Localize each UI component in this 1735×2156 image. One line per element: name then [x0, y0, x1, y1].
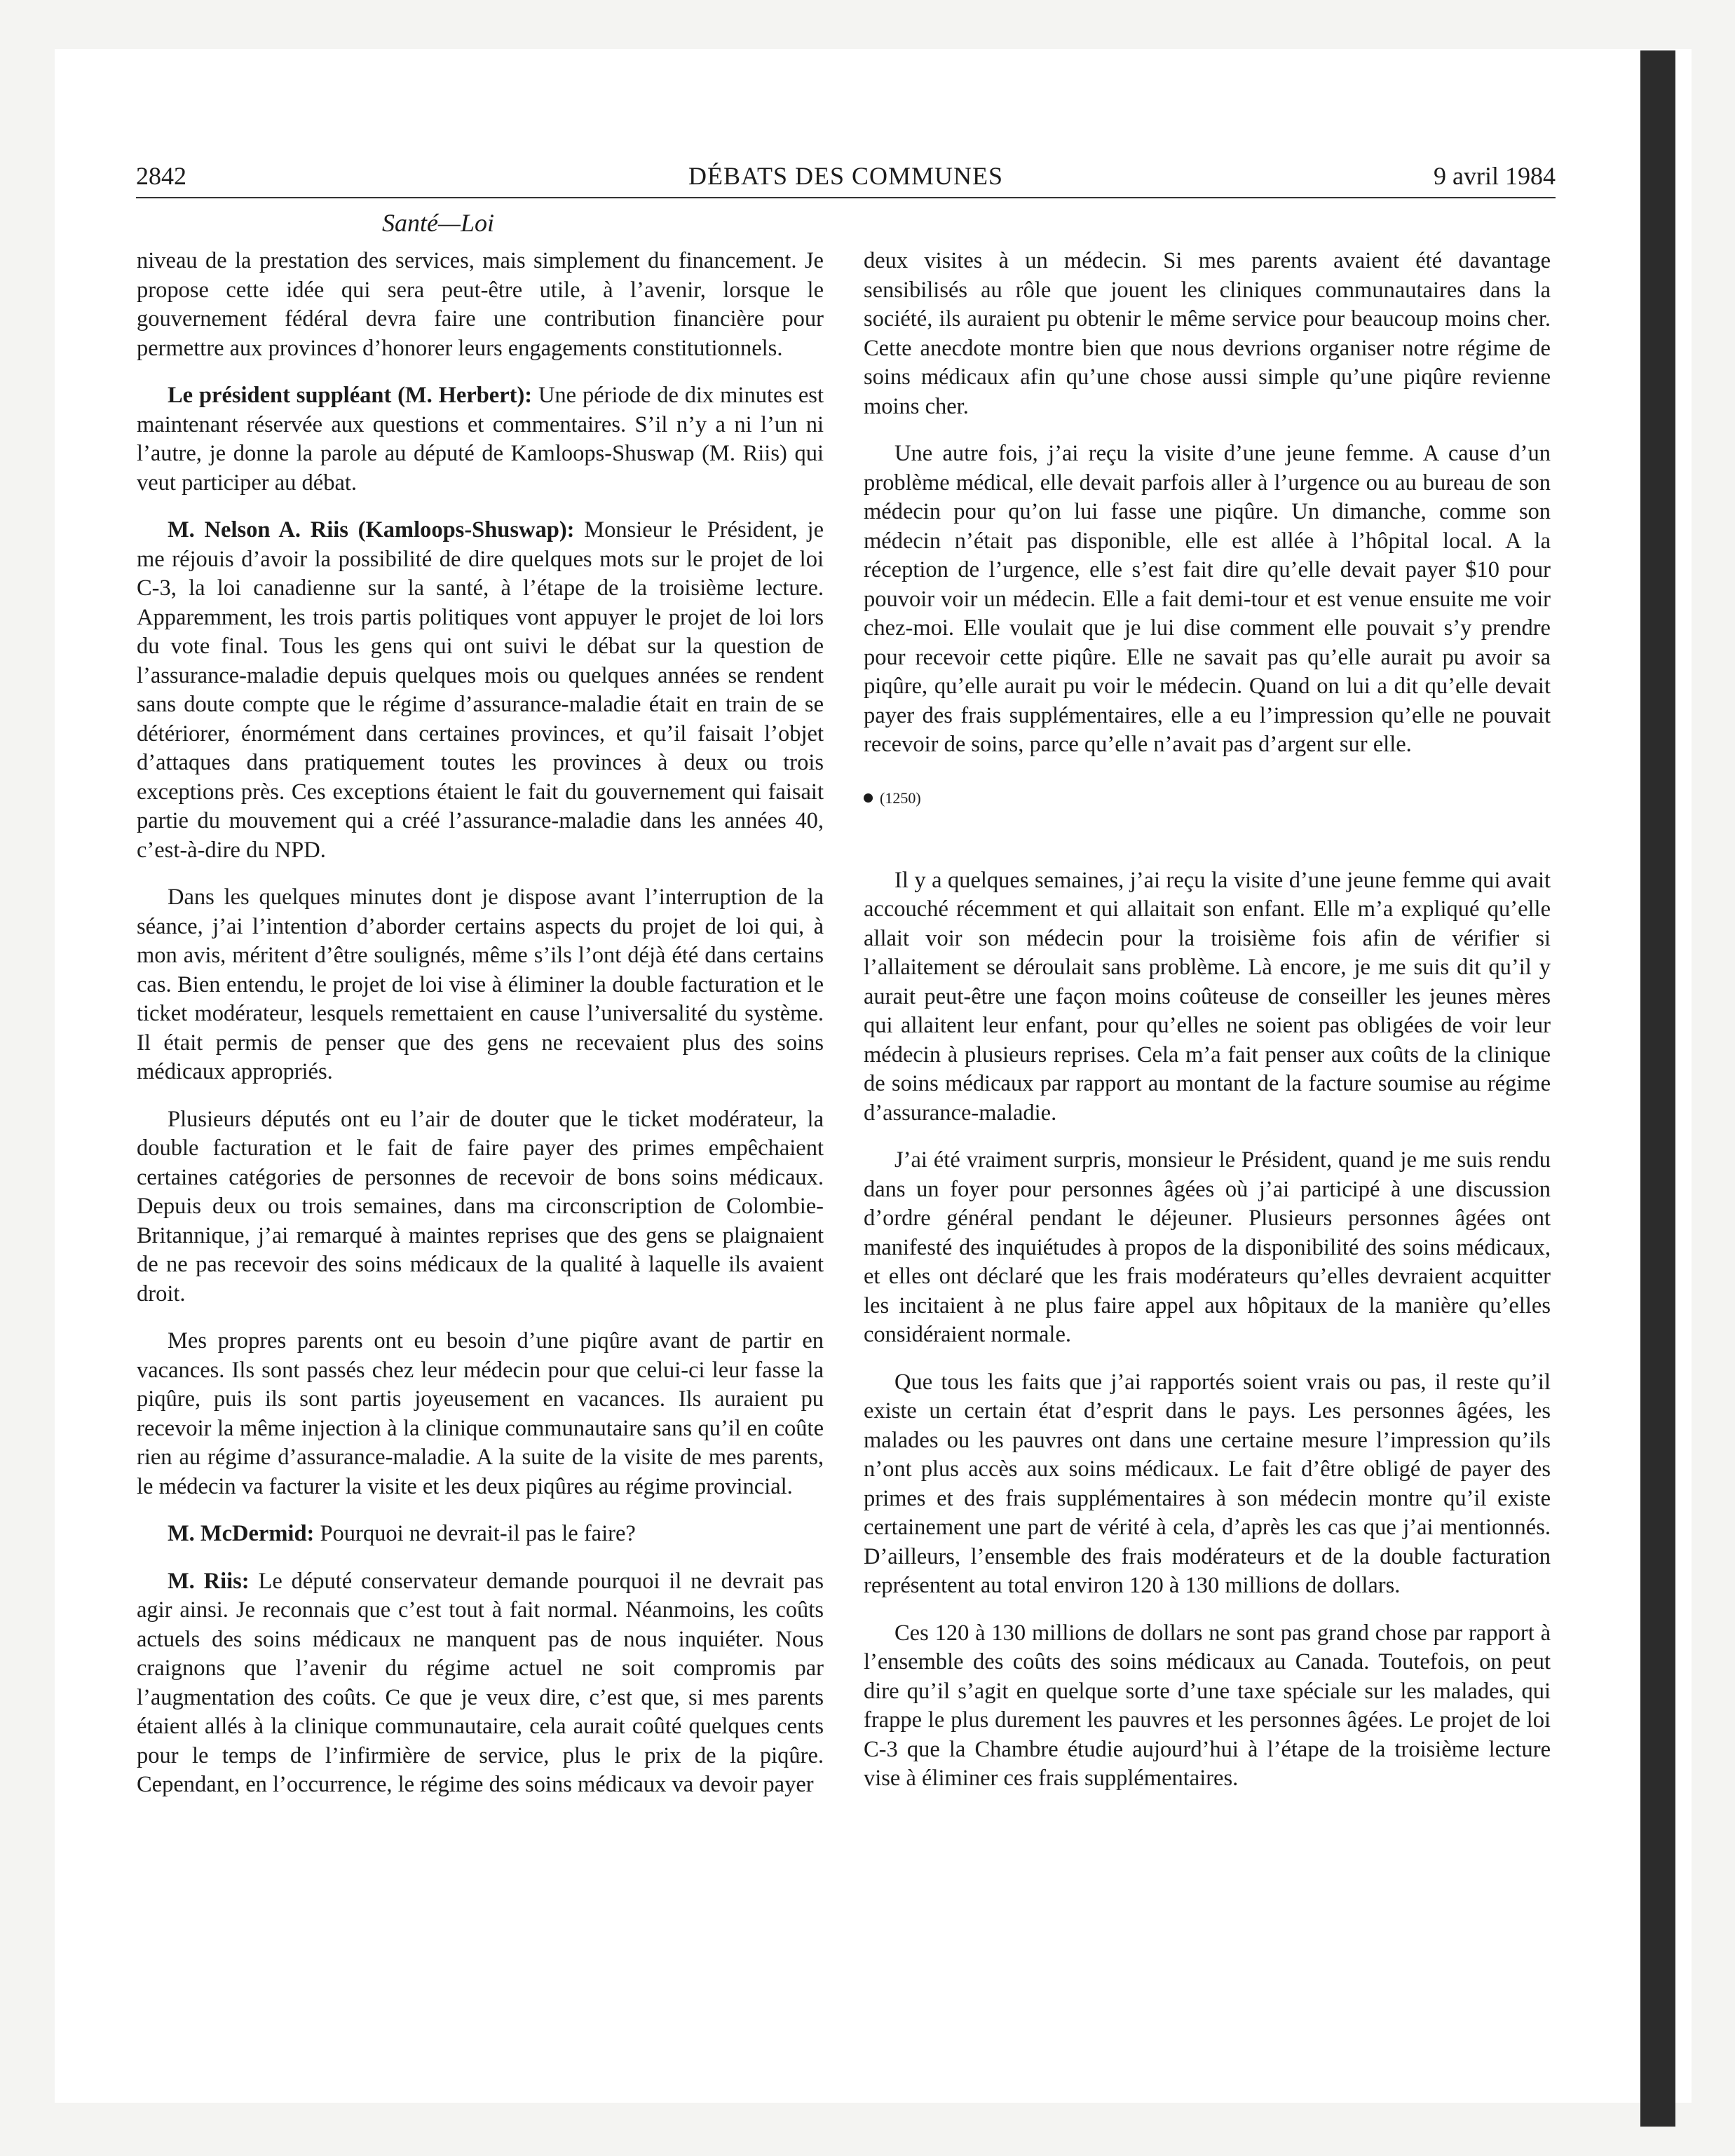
paragraph: niveau de la prestation des services, mais simplement du financement. Je propose cette idée qui sera peut-être utile, à l’avenir, lorsque le gouvernement fédéral devra faire une contribution financière pour permettre aux provinces d’honorer leurs engagements constitutionnels. — [137, 248, 824, 361]
speech-text: Une période de dix minutes est maintenant réservée aux questions et commentaires. S’il n’y a ni l’un ni l’autre, je donne la parole au député de Kamloops-Shuswap (M. Riis) qui veut participer au débat. — [137, 383, 824, 496]
speaker-name: M. McDermid: — [168, 1521, 315, 1546]
paragraph: Dans les quelques minutes dont je dispose avant l’interruption de la séance, j’ai l’intention d’aborder certains aspects du projet de loi qui, à mon avis, méritent d’être soulignés, même s’ils l’ont déjà été dans certains cas. Bien entendu, le projet de loi vise à éliminer la double facturation et le ticket modérateur, lesquels remettaient en cause l’universalité du système. Il était permis de penser que des gens ne recevaient plus des soins médicaux appropriés. — [137, 885, 824, 1084]
paragraph: Mes propres parents ont eu besoin d’une piqûre avant de partir en vacances. Ils sont passés chez leur médecin pour que celui-ci leur fasse la piqûre, puis ils sont partis joyeusement en vacances. Ils auraient pu recevoir la même injection à la clinique communautaire sans qu’il en coûte rien au régime d’assurance-maladie. A la suite de la visite de mes parents, le médecin va facturer la visite et les deux piqûres au régime provincial. — [137, 1328, 824, 1499]
paragraph — [137, 381, 824, 498]
paragraph: Il y a quelques semaines, j’ai reçu la visite d’une jeune femme qui avait accouché récemment et qui allaitait son enfant. Elle m’a expliqué qu’elle allait voir son médecin pour la troisième fois afin de vérifier si l’allaitement se déroulait sans problème. Là encore, je me suis dit qu’il y aurait peut-être une façon moins coûteuse de conseiller les jeunes mères qui allaitent leur enfant, pour qu’elles ne soient pas obligées de voir leur médecin à plusieurs reprises. Cela m’a fait penser aux coûts de la clinique de soins médicaux par rapport au montant de la facture soumise au régime d’assurance-maladie. — [864, 867, 1551, 1126]
speech-text: Monsieur le Président, je me réjouis d’avoir la possibilité de dire quelques mots sur le projet de loi C-3, la loi canadienne sur la santé, à l’étape de la troisième lecture. Apparemment, les trois partis politiques vont appuyer le projet de loi lors du vote final. Tous les gens qui ont suivi le débat sur la question de l’assurance-maladie depuis quelques mois ou quelques années se rendent sans doute compte que le régime d’assurance-maladie était en train de se détériorer, énormément dans certaines provinces, et qu’il faisait l’objet d’attaques dans pratiquement toutes les provinces à deux ou trois exceptions près. Ces exceptions étaient le fait du gouvernement qui faisait partie du mouvement qui a créé l’assurance-maladie dans les années 40, c’est-à-dire du NPD. — [137, 517, 824, 863]
time-marker-text: (1250) — [880, 789, 921, 807]
speaker-name: M. Nelson A. Riis (Kamloops-Shuswap): — [168, 517, 575, 543]
publication-title: DÉBATS DES COMMUNES — [688, 162, 1004, 190]
time-marker — [864, 788, 1551, 809]
paragraph: Ces 120 à 130 millions de dollars ne sont pas grand chose par rapport à l’ensemble des coûts des soins médicaux au Canada. Toutefois, on peut dire qu’il s’agit en quelque sorte d’une taxe spéciale sur les malades, qui frappe le plus durement les pauvres et les personnes âgées. Le projet de loi C-3 que la Chambre étudie aujourd’hui à l’étape de la troisième lecture vise à éliminer ces frais supplémentaires. — [864, 1620, 1551, 1791]
speech-text: Pourquoi ne devrait-il pas le faire? — [314, 1521, 636, 1546]
speaker-name: Le président suppléant (M. Herbert): — [168, 383, 533, 408]
paragraph: Une autre fois, j’ai reçu la visite d’une jeune femme. A cause d’un problème médical, elle devait parfois aller à l’urgence ou au bureau de son médecin pour qu’on lui fasse une piqûre. Un dimanche, comme son médecin n’était pas disponible, elle est allée à l’hôpital local. A la réception de l’urgence, elle s’est fait dire qu’elle devait payer $10 pour pouvoir voir un médecin. Elle a fait demi-tour et est venue ensuite me voir chez-moi. Elle voulait que je lui dise comment elle pouvait s’y prendre pour recevoir cette piqûre. Elle ne savait pas qu’elle aurait pu avoir sa piqûre, qu’elle aurait pu voir le médecin. Quand on lui a dit qu’elle devait payer des frais supplémentaires, elle a eu l’impression qu’elle ne pouvait recevoir de soins, parce qu’elle n’avait pas d’argent sur elle. — [864, 441, 1551, 757]
paragraph: Plusieurs députés ont eu l’air de douter que le ticket modérateur, la double facturation et le fait de faire payer des primes empêchaient certaines catégories de personnes de recevoir de bons soins médicaux. Depuis deux ou trois semaines, dans ma circonscription de Colombie-Britannique, j’ai remarqué à maintes reprises que des gens se plaignaient de ne pas recevoir des soins médicaux de la qualité à laquelle ils avaient droit. — [137, 1106, 824, 1306]
paragraph — [137, 1520, 824, 1549]
paragraph — [137, 516, 824, 865]
paragraph — [137, 1567, 824, 1800]
subject-heading: Santé—Loi — [382, 209, 495, 237]
paragraph: J’ai été vraiment surpris, monsieur le Président, quand je me suis rendu dans un foyer pour personnes âgées où j’ai participé à une discussion d’ordre général pendant le déjeuner. Plusieurs personnes âgées ont manifesté des inquiétudes à propos de la disponibilité des soins médicaux, et elles ont déclaré que les frais modérateurs qu’elles devraient acquitter les incitaient à ne plus faire appel aux hôpitaux de la manière qu’elles considéraient normale. — [864, 1147, 1551, 1347]
speaker-name: M. Riis: — [168, 1568, 250, 1594]
page-date: 9 avril 1984 — [1434, 162, 1556, 190]
page-header — [136, 158, 1556, 198]
paragraph: deux visites à un médecin. Si mes parents avaient été davantage sensibilisés au rôle que jouent les cliniques communautaires dans la société, ils auraient pu obtenir le même service pour beaucoup moins cher. Cette anecdote montre bien que nous devrions organiser notre régime de soins médicaux afin qu’une chose aussi simple qu’une piqûre revienne moins cher. — [864, 248, 1551, 419]
right-column — [864, 247, 1551, 1812]
speech-text: Le député conservateur demande pourquoi il ne devrait pas agir ainsi. Je reconnais que c’est tout à fait normal. Néanmoins, les coûts actuels des soins médicaux ne manquent pas de nous inquiéter. Nous craignons que l’avenir du régime actuel ne soit compromis par l’augmentation des coûts. Ce que je veux dire, c’est que, si mes parents étaient allés à la clinique communautaire, cela aurait coûté quelques cents pour le temps de l’infirmière de service, plus le prix de la piqûre. Cependant, en l’occurrence, le régime des soins médicaux va devoir payer — [137, 1568, 824, 1797]
scan-edge-bar — [1640, 50, 1675, 2127]
paragraph: Que tous les faits que j’ai rapportés soient vrais ou pas, il reste qu’il existe un certain état d’esprit dans le pays. Les personnes âgées, les malades ou les pauvres ont dans une certaine mesure l’impression qu’ils n’ont plus accès aux soins médicaux. Le fait d’être obligé de payer des primes et des frais supplémentaires à son médecin montre qu’il existe certainement une part de vérité à cela, d’après les cas que j’ai mentionnés. D’ailleurs, l’ensemble des frais modérateurs et de la double facturation représentent au total environ 120 à 130 millions de dollars. — [864, 1369, 1551, 1598]
bullet-icon — [864, 793, 873, 803]
left-column — [137, 247, 824, 1818]
page-number: 2842 — [136, 162, 186, 190]
